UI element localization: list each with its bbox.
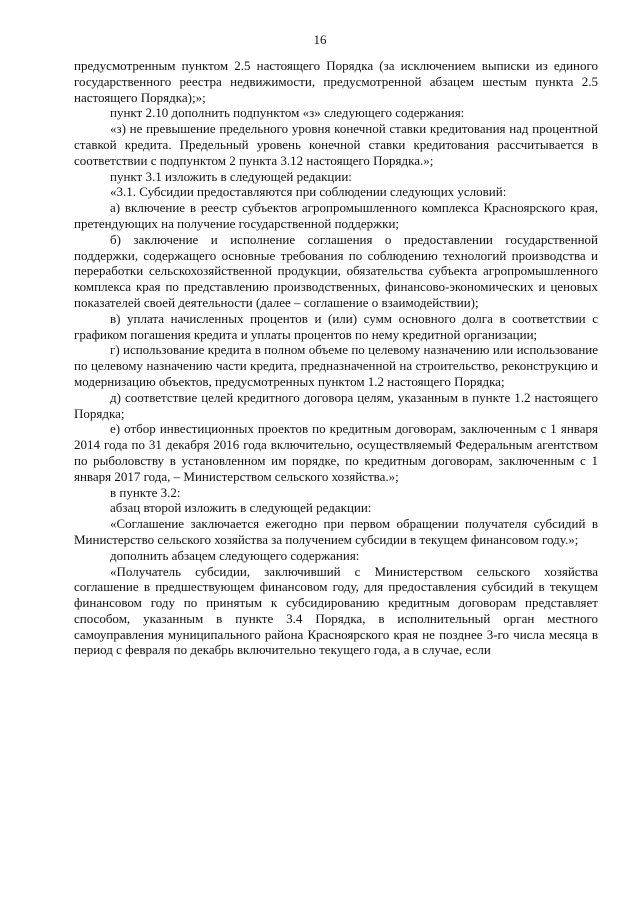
paragraph: дополнить абзацем следующего содержания: [110,547,360,563]
paragraph: в пункте 3.2: [110,484,181,500]
paragraph: пункт 2.10 дополнить подпунктом «з» следующего содержания: [110,105,465,121]
paragraph: предусмотренным пунктом 2.5 настоящего Порядка (за исключением выписки из единого государственного реестра недвижимости, предусмотренной абзацем шестым пункта 2.5 настоящего Порядка);»; [74,58,598,105]
paragraph: «Соглашение заключается ежегодно при первом обращении получателя субсидий в Министерство сельского хозяйства за получением субсидии в текущем финансовом году.»; [74,516,598,547]
paragraph: б) заключение и исполнение соглашения о предоставлении государственной поддержки, содержащего основные требования по соблюдению технологий производства и переработки сельскохозяйственной продукции, обязательства субъекта агропромышленного комплекса края по представлению производственных, финансово-экономических и ценовых показателей своей деятельности (далее – соглашение о взаимодействии); [74,231,598,310]
paragraph: г) использование кредита в полном объеме по целевому назначению или использование по целевому назначению части кредита, предназначенной на строительство, реконструкцию и модернизацию объектов, предусмотренных пунктом 1.2 настоящего Порядка; [74,342,598,389]
paragraph: д) соответствие целей кредитного договора целям, указанным в пункте 1.2 настоящего Порядка; [74,389,598,421]
paragraph: «з) не превышение предельного уровня конечной ставки кредитования над процентной ставкой кредита. Предельный уровень конечной ставки кредитования рассчитывается в соответствии с подпунктом 2 пункта 3.12 настоящего Порядка.»; [74,121,598,168]
paragraph: а) включение в реестр субъектов агропромышленного комплекса Красноярского края, претендующих на получение государственной поддержки; [74,200,598,231]
paragraph: в) уплата начисленных процентов и (или) сумм основного долга в соответствии с графиком погашения кредита и уплаты процентов по нему кредитной организации; [74,310,598,342]
page-number: 16 [313,32,327,47]
paragraph: «3.1. Субсидии предоставляются при соблюдении следующих условий: [110,184,507,200]
paragraph: абзац второй изложить в следующей редакции: [110,500,372,516]
paragraph: е) отбор инвестиционных проектов по кредитным договорам, заключенным с 1 января 2014 года по 31 декабря 2016 года включительно, осуществляемый Федеральным агентством по рыболовству в установленном им порядке, по кредитным договорам, заключенным с 1 января 2017 года, – Министерством сельского хозяйства.»; [74,421,598,484]
paragraph: «Получатель субсидии, заключивший с Министерством сельского хозяйства соглашение в предшествующем финансовом году, для предоставления субсидий в текущем финансовом году по принятым к субсидированию кредитным договорам представляет способом, указанным в пункте 3.4 Порядка, в исполнительный орган местного самоуправления муниципального района Красноярского края не позднее 3-го числа месяца в период с февраля по декабрь включительно текущего года, а в случае, если [74,563,598,658]
paragraph: пункт 3.1 изложить в следующей редакции: [110,168,352,184]
document-body [74,58,598,658]
